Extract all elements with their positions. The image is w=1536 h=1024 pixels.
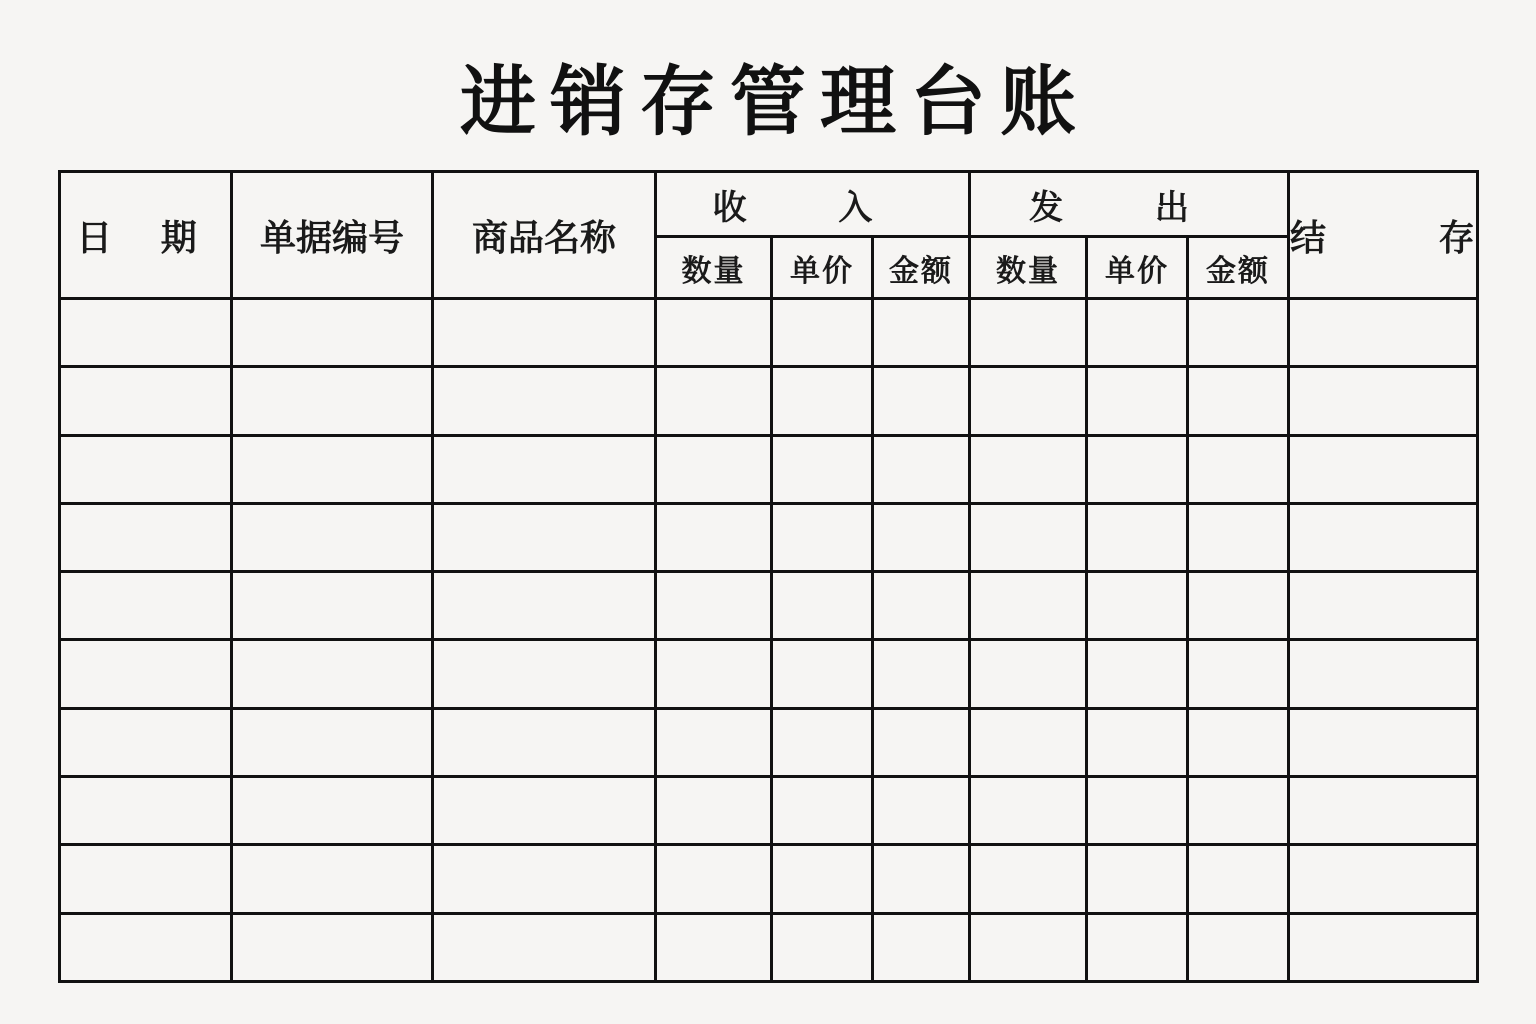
table-cell[interactable] <box>772 299 873 367</box>
table-row <box>60 435 1478 503</box>
table-cell[interactable] <box>232 435 433 503</box>
table-cell[interactable] <box>970 503 1087 571</box>
table-cell[interactable] <box>656 845 772 913</box>
table-cell[interactable] <box>433 777 656 845</box>
table-cell[interactable] <box>1087 913 1188 981</box>
table-row <box>60 367 1478 435</box>
header-issue-group: 发 出 <box>970 172 1289 237</box>
table-cell[interactable] <box>873 572 970 640</box>
table-cell[interactable] <box>433 640 656 708</box>
table-cell[interactable] <box>433 913 656 981</box>
table-cell[interactable] <box>60 913 232 981</box>
table-cell[interactable] <box>232 367 433 435</box>
table-row <box>60 913 1478 981</box>
table-cell[interactable] <box>433 367 656 435</box>
table-cell[interactable] <box>433 503 656 571</box>
table-cell[interactable] <box>232 299 433 367</box>
table-cell[interactable] <box>433 435 656 503</box>
table-cell[interactable] <box>1087 367 1188 435</box>
table-cell[interactable] <box>772 777 873 845</box>
table-row <box>60 503 1478 571</box>
table-cell[interactable] <box>60 777 232 845</box>
table-cell[interactable] <box>60 435 232 503</box>
header-receipt-unit-price: 单价 <box>772 237 873 299</box>
table-cell[interactable] <box>433 299 656 367</box>
table-cell[interactable] <box>1289 299 1478 367</box>
table-cell[interactable] <box>772 367 873 435</box>
table-cell[interactable] <box>1289 640 1478 708</box>
table-cell[interactable] <box>60 708 232 776</box>
table-cell[interactable] <box>60 367 232 435</box>
table-cell[interactable] <box>656 913 772 981</box>
table-cell[interactable] <box>772 708 873 776</box>
table-row <box>60 708 1478 776</box>
table-cell[interactable] <box>1289 503 1478 571</box>
table-cell[interactable] <box>1188 503 1289 571</box>
table-row <box>60 845 1478 913</box>
table-cell[interactable] <box>1289 913 1478 981</box>
table-cell[interactable] <box>772 503 873 571</box>
header-product-name: 商品名称 <box>433 172 656 299</box>
header-issue-amount: 金额 <box>1188 237 1289 299</box>
table-cell[interactable] <box>433 572 656 640</box>
table-header <box>60 172 1525 299</box>
table-cell[interactable] <box>60 845 232 913</box>
table-cell[interactable] <box>970 913 1087 981</box>
table-cell[interactable] <box>1087 845 1188 913</box>
table-cell[interactable] <box>970 367 1087 435</box>
table-row <box>60 777 1478 845</box>
table-cell[interactable] <box>1188 708 1289 776</box>
table-cell[interactable] <box>970 708 1087 776</box>
table-cell[interactable] <box>1188 777 1289 845</box>
table-cell[interactable] <box>970 845 1087 913</box>
table-cell[interactable] <box>60 503 232 571</box>
table-cell[interactable] <box>1087 299 1188 367</box>
header-date: 日 期 <box>60 172 232 299</box>
table-cell[interactable] <box>1188 572 1289 640</box>
table-cell[interactable] <box>873 913 970 981</box>
table-cell[interactable] <box>60 299 232 367</box>
page-title: 进销存管理台账 <box>460 57 1090 146</box>
table-cell[interactable] <box>656 708 772 776</box>
table-cell[interactable] <box>232 640 433 708</box>
table-cell[interactable] <box>656 503 772 571</box>
table-cell[interactable] <box>433 708 656 776</box>
table-cell[interactable] <box>656 572 772 640</box>
table-cell[interactable] <box>772 572 873 640</box>
table-cell[interactable] <box>873 777 970 845</box>
table-cell[interactable] <box>1188 435 1289 503</box>
table-cell[interactable] <box>1087 708 1188 776</box>
table-cell[interactable] <box>970 777 1087 845</box>
table-cell[interactable] <box>772 435 873 503</box>
table-cell[interactable] <box>1289 367 1478 435</box>
table-cell[interactable] <box>232 503 433 571</box>
table-cell[interactable] <box>1289 708 1478 776</box>
table-cell[interactable] <box>1087 572 1188 640</box>
table-cell[interactable] <box>873 503 970 571</box>
table-cell[interactable] <box>1289 777 1478 845</box>
table-cell[interactable] <box>232 913 433 981</box>
table-cell[interactable] <box>1188 845 1289 913</box>
table-cell[interactable] <box>656 299 772 367</box>
table-cell[interactable] <box>433 845 656 913</box>
table-cell[interactable] <box>873 640 970 708</box>
ledger-table <box>58 170 1525 983</box>
table-cell[interactable] <box>1289 845 1478 913</box>
table-cell[interactable] <box>970 435 1087 503</box>
table-row <box>60 572 1478 640</box>
table-cell[interactable] <box>970 640 1087 708</box>
table-cell[interactable] <box>1087 777 1188 845</box>
header-balance: 结 存 <box>1289 172 1478 299</box>
table-cell[interactable] <box>772 640 873 708</box>
table-cell[interactable] <box>1289 435 1478 503</box>
table-row <box>60 299 1478 367</box>
header-doc-no: 单据编号 <box>232 172 433 299</box>
table-cell[interactable] <box>772 913 873 981</box>
table-cell[interactable] <box>1188 367 1289 435</box>
table-cell[interactable] <box>1188 299 1289 367</box>
table-cell[interactable] <box>1289 572 1478 640</box>
table-cell[interactable] <box>1188 640 1289 708</box>
table-cell[interactable] <box>656 640 772 708</box>
table-cell[interactable] <box>970 299 1087 367</box>
table-cell[interactable] <box>656 367 772 435</box>
table-row <box>60 640 1478 708</box>
header-issue-unit-price: 单价 <box>1087 237 1188 299</box>
table-cell[interactable] <box>232 777 433 845</box>
table-cell[interactable] <box>232 845 433 913</box>
header-issue-quantity: 数量 <box>970 237 1087 299</box>
table-cell[interactable] <box>1087 435 1188 503</box>
header-receipt-amount: 金额 <box>873 237 970 299</box>
table-cell[interactable] <box>873 845 970 913</box>
table-cell[interactable] <box>60 640 232 708</box>
table-cell[interactable] <box>232 572 433 640</box>
table-cell[interactable] <box>656 777 772 845</box>
table-cell[interactable] <box>1188 913 1289 981</box>
table-cell[interactable] <box>60 572 232 640</box>
table-cell[interactable] <box>873 435 970 503</box>
header-receipt-group: 收 入 <box>656 172 970 237</box>
table-cell[interactable] <box>873 367 970 435</box>
table-cell[interactable] <box>772 845 873 913</box>
table-cell[interactable] <box>970 572 1087 640</box>
table-cell[interactable] <box>1087 503 1188 571</box>
table-cell[interactable] <box>232 708 433 776</box>
header-receipt-quantity: 数量 <box>656 237 772 299</box>
table-cell[interactable] <box>873 708 970 776</box>
table-cell[interactable] <box>873 299 970 367</box>
table-body <box>60 299 1478 982</box>
table-cell[interactable] <box>656 435 772 503</box>
table-cell[interactable] <box>1087 640 1188 708</box>
